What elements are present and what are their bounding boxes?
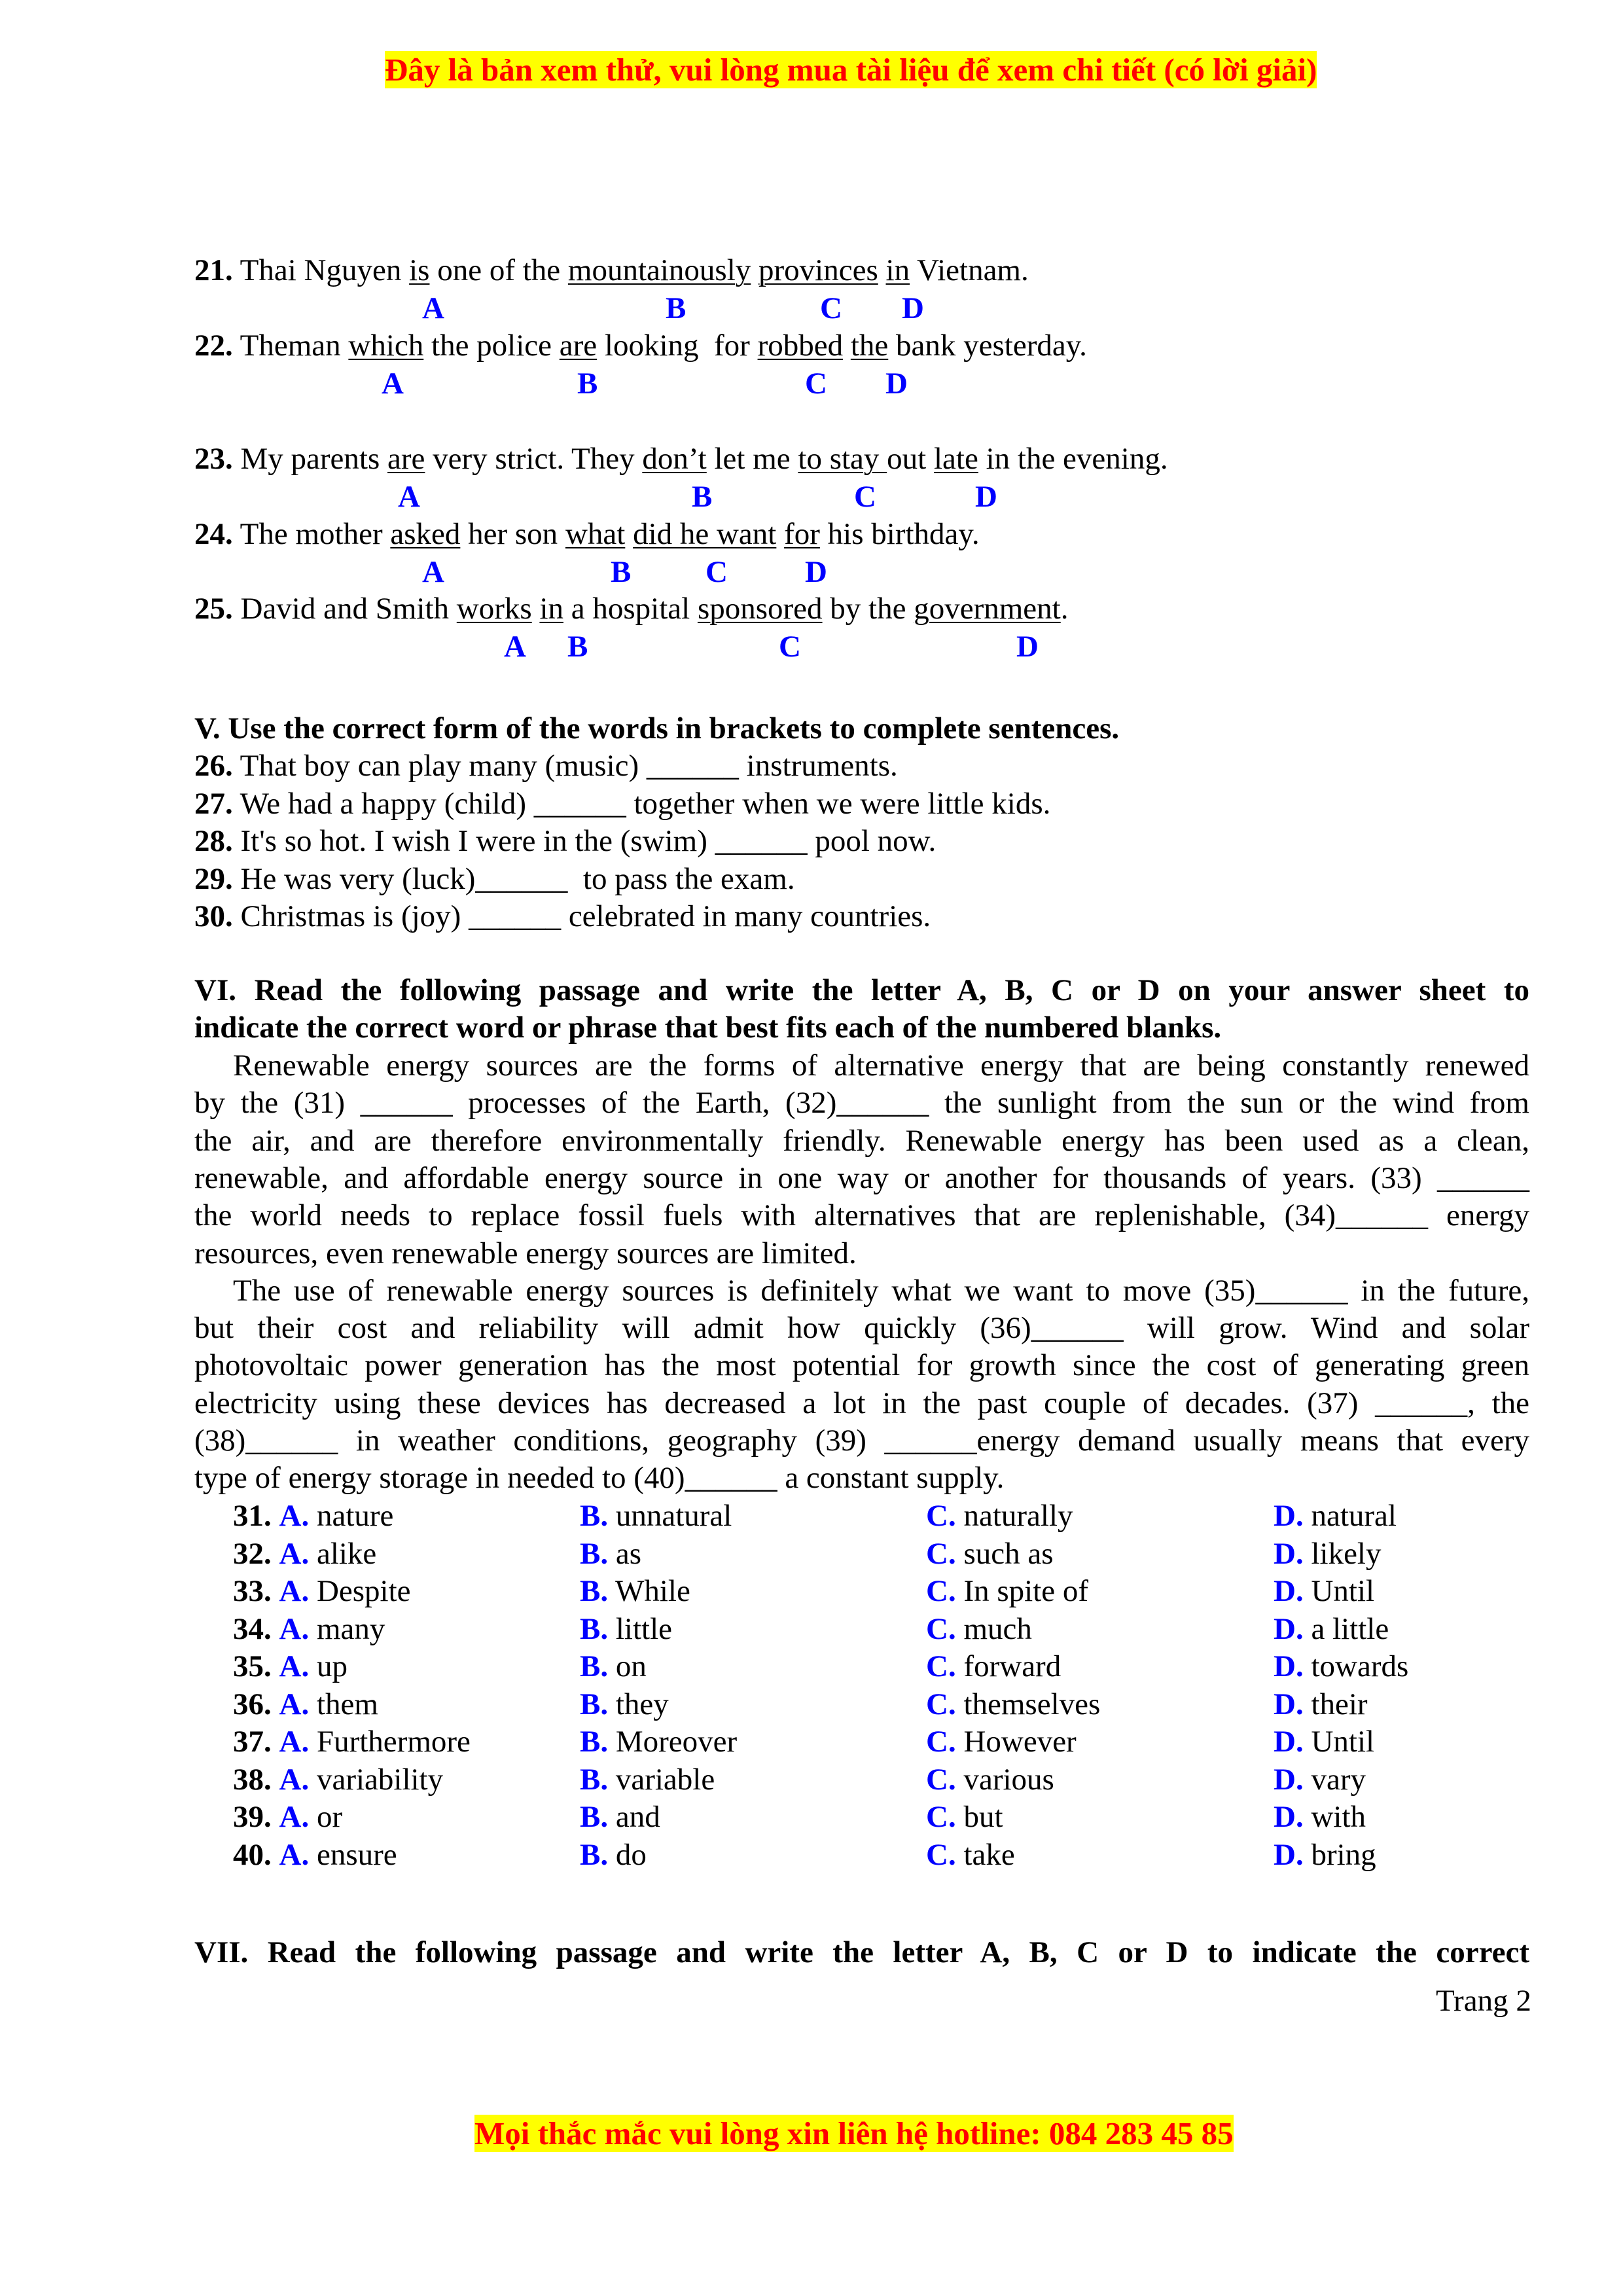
question-sentence [194,444,1168,475]
hotline-banner: Mọi thắc mắc vui lòng xin liên hệ hotline: 084 283 45 85 [474,2115,1234,2151]
option-letter: A. [279,1762,310,1797]
option-letter-a: A [504,630,526,664]
option-d [1274,1576,1374,1607]
underlined-option: sponsored [697,592,823,626]
underlined-option: in [885,253,910,287]
sentence-text: Theman [232,329,349,363]
option-text: vary [1311,1762,1366,1797]
question-sentence [194,255,1029,286]
item-text: That boy can play many (music) ______ instruments. [232,749,898,783]
sentence-text: very strict. They [425,442,643,476]
option-text: as [615,1536,642,1571]
section-v-heading: V. Use the correct form of the words in brackets to complete sentences. [194,711,1120,745]
word-form-item [194,751,898,781]
word-form-item [194,901,931,932]
sentence-text: his birthday. [819,517,980,551]
option-text: variable [615,1762,715,1797]
option-question-number: 39. [233,1800,272,1834]
option-d [1274,1802,1366,1833]
option-c [926,1689,1100,1720]
option-question-number: 40. [233,1837,272,1872]
option-text: little [615,1611,673,1646]
option-text: ensure [316,1837,397,1872]
option-a [233,1536,377,1571]
option-question-number: 36. [233,1687,272,1721]
option-text: or [316,1800,343,1834]
option-text: themselves [963,1687,1101,1721]
option-question-number: 31. [233,1499,272,1533]
option-b [580,1536,642,1571]
option-text: them [316,1687,378,1721]
option-text: unnatural [615,1499,732,1533]
option-question-number: 37. [233,1725,272,1759]
option-letter: B. [580,1800,609,1834]
underlined-option: government [914,592,1061,626]
option-b [580,1576,690,1607]
option-letter-b: B [692,480,713,514]
option-letter: A. [279,1725,310,1759]
item-number: 27. [194,786,233,821]
option-letter: C. [926,1499,956,1533]
option-letter: D. [1274,1499,1304,1533]
option-letter: B. [580,1536,609,1571]
page-number: Trang 2 [1436,1984,1531,2018]
option-a [233,1727,471,1757]
option-letter-a: A [422,291,444,325]
option-letter-b: B [567,630,588,664]
passage-line: by the (31) ______ processes of the Earth, (32)______ the sunlight from the sun or the wind from [194,1086,1529,1121]
option-b [580,1837,647,1872]
underlined-option: robbed [757,329,844,363]
option-letter-d: D [885,367,908,401]
option-letter: A. [279,1536,310,1571]
option-text: many [316,1611,385,1646]
option-a [233,1802,342,1833]
option-letter: C. [926,1649,956,1683]
option-letter: D. [1274,1687,1304,1721]
option-question-number: 34. [233,1611,272,1646]
option-c [926,1501,1073,1532]
option-d [1274,1837,1376,1872]
option-b [580,1727,737,1757]
underlined-option: the [850,329,889,363]
option-d [1274,1651,1408,1682]
passage-line: Renewable energy sources are the forms of alternative energy that are being constantly renewed [233,1049,1529,1083]
underlined-option: for [784,517,820,551]
option-text: do [615,1837,647,1872]
option-letter: C. [926,1725,956,1759]
word-form-item [194,826,936,857]
option-letter: D. [1274,1800,1304,1834]
item-text: We had a happy (child) ______ together when we were little kids. [232,786,1051,821]
sentence-text: David and Smith [232,592,457,626]
option-text: Until [1311,1574,1375,1608]
option-letter: D. [1274,1536,1304,1571]
option-d [1274,1762,1366,1797]
option-text: Until [1311,1725,1375,1759]
option-letter: A. [279,1649,310,1683]
option-a [233,1837,397,1872]
option-question-number: 38. [233,1762,272,1797]
sentence-text: one of the [429,253,568,287]
option-c [926,1536,1054,1571]
option-letter: D. [1274,1725,1304,1759]
question-sentence [194,519,980,550]
option-text: and [615,1800,660,1834]
option-a [233,1689,378,1720]
passage-line: the air, and are therefore environmentally friendly. Renewable energy has been used as a clean, [194,1123,1529,1158]
option-text: While [615,1574,690,1608]
option-letter: C. [926,1536,956,1571]
option-letter: A. [279,1800,310,1834]
section-vii-heading: VII. Read the following passage and write the letter A, B, C or D to indicate the correct [194,1935,1529,1969]
option-b [580,1501,732,1532]
option-text: likely [1311,1536,1382,1571]
preview-banner: Đây là bản xem thử, vui lòng mua tài liệu để xem chi tiết (có lời giải) [385,52,1317,88]
option-question-number: 32. [233,1536,272,1571]
option-text: much [963,1611,1032,1646]
sentence-text [532,592,540,626]
underlined-option: works [456,592,532,626]
item-text: Christmas is (joy) ______ celebrated in many countries. [232,899,931,933]
sentence-text: My parents [232,442,388,476]
option-letter-c: C [854,480,876,514]
option-a [233,1611,385,1646]
underlined-option: asked [390,517,461,551]
option-c [926,1611,1032,1646]
sentence-text: a hospital [563,592,698,626]
underlined-option: what [565,517,626,551]
option-text: variability [316,1762,444,1797]
option-d [1274,1536,1382,1571]
option-text: their [1311,1687,1368,1721]
option-c [926,1727,1077,1757]
option-letter: C. [926,1800,956,1834]
option-letter: C. [926,1611,956,1646]
sentence-text [751,253,758,287]
passage-line: photovoltaic power generation has the most potential for growth since the cost of generating green [194,1348,1529,1383]
passage-line: resources, even renewable energy sources are limited. [194,1236,857,1270]
option-d [1274,1611,1389,1646]
option-letter-d: D [805,555,827,589]
option-text: a little [1311,1611,1389,1646]
underlined-option: did he want [633,517,777,551]
question-number: 24. [194,517,233,551]
option-b [580,1611,673,1646]
sentence-text: out [887,442,934,476]
option-b [580,1802,660,1833]
passage-line: the world needs to replace fossil fuels with alternatives that are replenishable, (34)______ energy [194,1198,1529,1233]
option-letter: C. [926,1762,956,1797]
item-number: 30. [194,899,233,933]
option-letter-b: B [577,367,598,401]
option-text: with [1311,1800,1366,1834]
option-text: towards [1311,1649,1409,1683]
option-text: such as [963,1536,1054,1571]
option-letter: D. [1274,1837,1304,1872]
option-letter: A. [279,1837,310,1872]
option-a [233,1501,393,1532]
option-text: they [615,1687,669,1721]
option-text: Despite [316,1574,411,1608]
option-a [233,1651,348,1682]
option-c [926,1651,1061,1682]
sentence-text: let me [706,442,798,476]
sentence-text: by the [822,592,914,626]
option-letter: C. [926,1687,956,1721]
underlined-option: are [559,329,597,363]
item-text: It's so hot. I wish I were in the (swim) ______ pool now. [232,824,936,858]
option-b [580,1689,669,1720]
option-letter: B. [580,1837,609,1872]
option-letter-b: B [666,291,687,325]
option-letter-a: A [398,480,420,514]
option-letter-a: A [382,367,404,401]
option-letter: D. [1274,1574,1304,1608]
option-text: In spite of [963,1574,1089,1608]
passage-line: but their cost and reliability will admit how quickly (36)______ will grow. Wind and solar [194,1311,1529,1346]
question-number: 21. [194,253,233,287]
underlined-option: is [409,253,430,287]
underlined-option: provinces [758,253,878,287]
option-letter-c: C [820,291,842,325]
option-letter: C. [926,1574,956,1608]
option-text: take [963,1837,1015,1872]
option-a [233,1762,444,1797]
sentence-text: bank yesterday. [888,329,1087,363]
sentence-text: her son [460,517,565,551]
underlined-option: to stay [798,442,887,476]
section-vi-heading-line-2: indicate the correct word or phrase that best fits each of the numbered blanks. [194,1011,1222,1045]
option-c [926,1837,1015,1872]
question-sentence [194,331,1087,361]
option-letter-c: C [805,367,827,401]
sentence-text: in the evening. [978,442,1168,476]
option-text: up [316,1649,348,1683]
underlined-option: which [348,329,424,363]
option-text: bring [1311,1837,1376,1872]
option-c [926,1802,1003,1833]
option-text: Furthermore [316,1725,471,1759]
option-letter: C. [926,1837,956,1872]
option-letter: B. [580,1762,609,1797]
option-letter-d: D [975,480,997,514]
sentence-text: Vietnam. [910,253,1029,287]
word-form-item [194,861,795,896]
option-c [926,1576,1088,1607]
section-vi-heading-line-1: VI. Read the following passage and write the letter A, B, C or D on your answer sheet to [194,973,1529,1007]
option-letter: B. [580,1649,609,1683]
sentence-text [843,329,851,363]
option-c [926,1762,1054,1797]
option-a [233,1576,411,1607]
option-question-number: 33. [233,1574,272,1608]
option-text: However [963,1725,1077,1759]
question-sentence [194,594,1068,624]
option-letter-a: A [422,555,444,589]
sentence-text: Thai Nguyen [232,253,410,287]
underlined-option: don’t [642,442,707,476]
option-text: on [615,1649,647,1683]
sentence-text: the police [423,329,560,363]
passage-line: electricity using these devices has decreased a lot in the past couple of decades. (37) ______, the [194,1386,1529,1420]
option-text: nature [316,1499,394,1533]
word-form-item [194,786,1051,821]
option-b [580,1762,715,1797]
option-d [1274,1727,1374,1757]
option-d [1274,1689,1368,1720]
underlined-option: are [387,442,425,476]
option-text: alike [316,1536,377,1571]
passage-line: renewable, and affordable energy source in one way or another for thousands of years. (33) ______ [194,1160,1529,1195]
option-letter: A. [279,1687,310,1721]
option-letter: B. [580,1725,609,1759]
option-letter: A. [279,1574,310,1608]
question-number: 22. [194,329,233,363]
option-text: forward [963,1649,1061,1683]
option-letter: B. [580,1574,609,1608]
question-number: 23. [194,442,233,476]
option-letter: D. [1274,1762,1304,1797]
option-text: Moreover [615,1725,738,1759]
option-letter: B. [580,1687,609,1721]
sentence-text: looking for [597,329,758,363]
option-text: natural [1311,1499,1397,1533]
option-letter-d: D [902,291,924,325]
option-letter-c: C [779,630,801,664]
question-number: 25. [194,592,233,626]
option-letter-d: D [1016,630,1039,664]
item-number: 28. [194,824,233,858]
sentence-text [625,517,633,551]
option-text: naturally [963,1499,1073,1533]
option-text: but [963,1800,1003,1834]
item-number: 26. [194,749,233,783]
option-question-number: 35. [233,1649,272,1683]
option-letter: D. [1274,1649,1304,1683]
option-letter: B. [580,1611,609,1646]
item-text: He was very (luck)______ to pass the exam. [232,861,795,896]
passage-line: The use of renewable energy sources is definitely what we want to move (35)______ in the future, [233,1273,1529,1308]
option-letter: B. [580,1499,609,1533]
sentence-text: . [1060,592,1069,626]
option-letter: A. [279,1611,310,1646]
option-text: various [963,1762,1054,1797]
passage-line: (38)______ in weather conditions, geography (39) ______energy demand usually means that every [194,1424,1529,1458]
option-d [1274,1501,1397,1532]
underlined-option: late [933,442,978,476]
sentence-text [776,517,784,551]
sentence-text: The mother [232,517,391,551]
sentence-text [878,253,886,287]
option-letter-c: C [705,555,728,589]
underlined-option: in [539,592,563,626]
underlined-option: mountainously [567,253,751,287]
option-b [580,1651,647,1682]
item-number: 29. [194,861,233,896]
option-letter-b: B [611,555,632,589]
option-letter: A. [279,1499,310,1533]
option-letter: D. [1274,1611,1304,1646]
passage-line: type of energy storage in needed to (40)______ a constant supply. [194,1461,1005,1496]
